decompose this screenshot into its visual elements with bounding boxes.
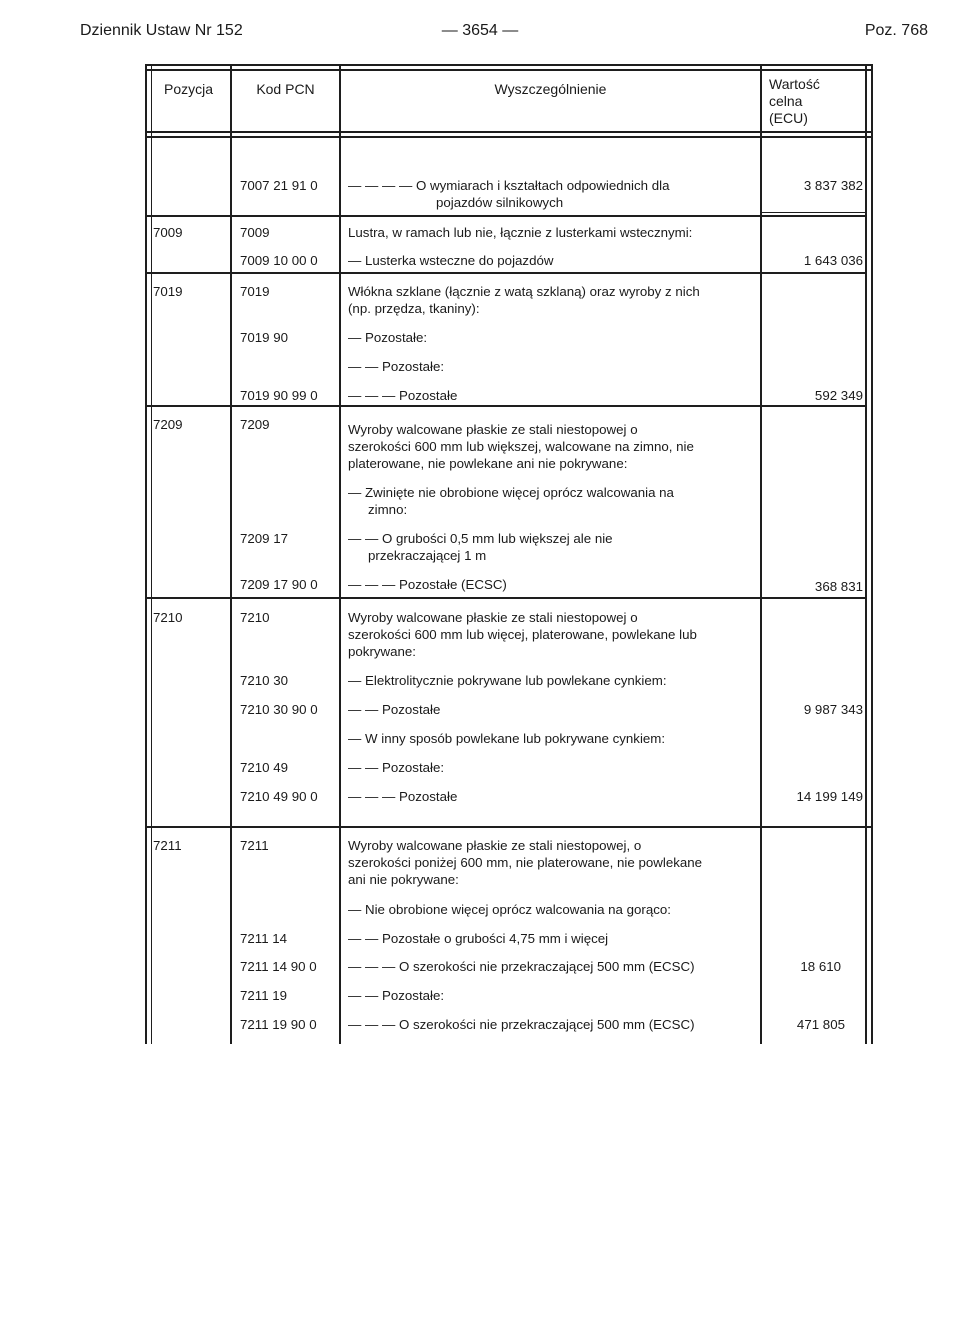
kod-pcn: 7211 19 [240, 988, 288, 1003]
kod-pcn: 7211 [240, 838, 269, 853]
description-line: — — — O szerokości nie przekraczającej 500 mm (ECSC) [348, 959, 695, 974]
description-line: przekraczającej 1 m [368, 548, 487, 563]
customs-value: 18 610 [800, 959, 841, 974]
customs-value: 1 643 036 [803, 253, 863, 268]
description-line: szerokości poniżej 600 mm, nie platerowane, nie powlekane [348, 855, 703, 870]
description-line: pokrywane: [348, 644, 416, 659]
description-line: Wyroby walcowane płaskie ze stali niestopowej, o [348, 838, 642, 853]
customs-value: 14 199 149 [796, 789, 863, 804]
description-line: — Nie obrobione więcej oprócz walcowania na gorąco: [348, 902, 671, 917]
customs-value: 3 837 382 [803, 178, 863, 193]
description-line: platerowane, nie powlekane ani nie pokrywane: [348, 456, 628, 471]
description-line: — — Pozostałe: [348, 760, 445, 775]
description-line: pojazdów silnikowych [436, 195, 564, 210]
kod-pcn: 7210 [240, 610, 270, 625]
kod-pcn: 7009 [240, 225, 270, 240]
table-top-border-inner [145, 69, 873, 71]
kod-pcn: 7209 17 [240, 531, 289, 546]
description-line: — — — Pozostałe (ECSC) [348, 577, 507, 592]
pozycja-number: 7209 [153, 417, 183, 432]
description-line: (np. przędza, tkaniny): [348, 301, 480, 316]
description-line: — — Pozostałe: [348, 359, 445, 374]
table-border-left-inner [151, 64, 152, 1044]
header-wartosc-line: celna [769, 93, 803, 109]
tariff-table [145, 64, 873, 1044]
description-line: — — O grubości 0,5 mm lub większej ale nie [348, 531, 613, 546]
section-separator [145, 826, 873, 828]
header-bottom-border [145, 131, 873, 133]
table-border-right [871, 64, 873, 1044]
journal-title: Dziennik Ustaw Nr 152 [80, 22, 243, 39]
group-separator [145, 405, 867, 407]
column-divider [339, 64, 341, 1044]
value-underline [760, 212, 867, 213]
pozycja-number: 7210 [153, 610, 183, 625]
table-top-border [145, 64, 873, 66]
description-line: Lustra, w ramach lub nie, łącznie z lusterkami wstecznymi: [348, 225, 693, 240]
description-line: zimno: [368, 502, 408, 517]
description-line: — — — O szerokości nie przekraczającej 500 mm (ECSC) [348, 1017, 695, 1032]
kod-pcn: 7009 10 00 0 [240, 253, 318, 268]
description-line: — — Pozostałe: [348, 988, 445, 1003]
description-line: Wyroby walcowane płaskie ze stali niestopowej o [348, 422, 638, 437]
column-divider [760, 64, 762, 1044]
description-line: — — Pozostałe [348, 702, 441, 717]
kod-pcn: 7211 19 90 0 [240, 1017, 317, 1032]
description-line: — Lusterka wsteczne do pojazdów [348, 253, 554, 268]
header-bottom-border-inner [145, 136, 873, 138]
position-number: Poz. 768 [864, 22, 928, 39]
column-divider [230, 64, 232, 1044]
header-wartosc-line: (ECU) [769, 110, 808, 126]
table-border-right-inner [865, 64, 867, 1044]
group-separator [145, 215, 867, 217]
kod-pcn: 7209 17 90 0 [240, 577, 318, 592]
kod-pcn: 7019 [240, 284, 270, 299]
table-border-left [145, 64, 147, 1044]
description-line: — Zwinięte nie obrobione więcej oprócz walcowania na [348, 485, 674, 500]
header-pozycja: Pozycja [163, 81, 214, 97]
kod-pcn: 7210 49 90 0 [240, 789, 318, 804]
kod-pcn: 7210 30 90 0 [240, 702, 318, 717]
description-line: Wyroby walcowane płaskie ze stali niestopowej o [348, 610, 638, 625]
header-wartosc-celna [769, 76, 820, 127]
kod-pcn: 7209 [240, 417, 270, 432]
kod-pcn: 7211 14 [240, 931, 288, 946]
description-line: — — — Pozostałe [348, 789, 458, 804]
kod-pcn: 7211 14 90 0 [240, 959, 317, 974]
customs-value: 368 831 [814, 579, 863, 594]
pozycja-number: 7211 [153, 838, 182, 853]
header-wyszczegolnienie: Wyszczególnienie [494, 81, 607, 97]
description-line: szerokości 600 mm lub większej, walcowane na zimno, nie [348, 439, 694, 454]
kod-pcn: 7019 90 [240, 330, 289, 345]
description-line: — Pozostałe: [348, 330, 428, 345]
kod-pcn: 7210 30 [240, 673, 289, 688]
kod-pcn: 7019 90 99 0 [240, 388, 318, 403]
kod-pcn: 7210 49 [240, 760, 289, 775]
description-line: szerokości 600 mm lub więcej, platerowane, powlekane lub [348, 627, 697, 642]
customs-value: 471 805 [796, 1017, 845, 1032]
description-line: Włókna szklane (łącznie z watą szklaną) oraz wyroby z nich [348, 284, 700, 299]
page-number: — 3654 — [441, 22, 519, 39]
group-separator [145, 597, 867, 599]
description-line: — — — Pozostałe [348, 388, 458, 403]
header-kod-pcn: Kod PCN [256, 81, 315, 97]
kod-pcn: 7007 21 91 0 [240, 178, 318, 193]
description-line: — W inny sposób powlekane lub pokrywane cynkiem: [348, 731, 666, 746]
pozycja-number: 7019 [153, 284, 183, 299]
description-line: ani nie pokrywane: [348, 872, 459, 887]
description-line: — Elektrolitycznie pokrywane lub powlekane cynkiem: [348, 673, 667, 688]
group-separator [145, 272, 867, 274]
header-wartosc-line: Wartość [769, 76, 820, 92]
description-line: — — Pozostałe o grubości 4,75 mm i więcej [348, 931, 609, 946]
description-line: — — — — O wymiarach i kształtach odpowiednich dla [348, 178, 670, 193]
customs-value: 592 349 [814, 388, 863, 403]
customs-value: 9 987 343 [803, 702, 863, 717]
pozycja-number: 7009 [153, 225, 183, 240]
